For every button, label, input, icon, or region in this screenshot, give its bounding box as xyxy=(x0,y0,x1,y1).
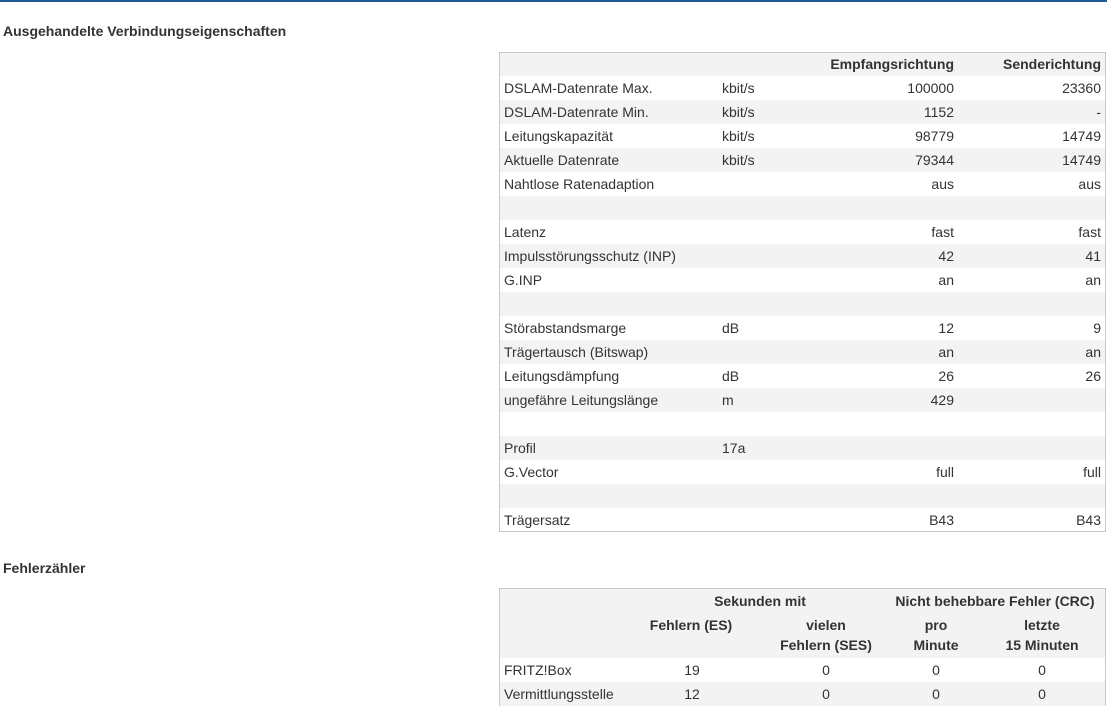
row-upstream-value: B43 xyxy=(1076,512,1101,528)
connection-properties-table xyxy=(499,52,1106,532)
table-row xyxy=(500,316,1105,340)
row-downstream-value: 98779 xyxy=(915,128,954,144)
row-ses-value: 0 xyxy=(822,686,830,702)
row-downstream-value: 12 xyxy=(938,320,954,336)
header-last15-line1: letzte xyxy=(1024,617,1060,633)
table-row xyxy=(500,76,1105,100)
row-downstream-value: B43 xyxy=(929,512,954,528)
table-row xyxy=(500,658,1105,682)
row-downstream-value: 1152 xyxy=(923,104,954,120)
row-upstream-value: aus xyxy=(1078,176,1101,192)
row-label: Trägertausch (Bitswap) xyxy=(504,344,649,360)
row-unit: kbit/s xyxy=(722,128,755,144)
row-upstream-value: 9 xyxy=(1093,320,1101,336)
row-label: Vermittlungsstelle xyxy=(504,686,614,702)
row-upstream-value: 41 xyxy=(1085,248,1101,264)
row-downstream-value: full xyxy=(936,464,954,480)
table-spacer-row xyxy=(500,484,1105,508)
row-label: Profil xyxy=(504,440,536,456)
row-upstream-value: 14749 xyxy=(1062,128,1101,144)
row-label: Aktuelle Datenrate xyxy=(504,152,620,168)
row-unit: 17a xyxy=(722,440,746,456)
header-es: Fehlern (ES) xyxy=(649,617,733,633)
table-row xyxy=(500,268,1105,292)
row-label: DSLAM-Datenrate Min. xyxy=(504,104,649,120)
section-title-errors: Fehlerzähler xyxy=(3,560,86,576)
row-ses-value: 0 xyxy=(822,662,830,678)
row-crc-15min-value: 0 xyxy=(1038,686,1046,702)
row-downstream-value: 26 xyxy=(938,368,954,384)
table-spacer-row xyxy=(500,292,1105,316)
section-title-properties: Ausgehandelte Verbindungseigenschaften xyxy=(3,23,287,39)
top-accent-line xyxy=(0,0,1107,2)
error-table-header xyxy=(500,589,1105,658)
table-row xyxy=(500,388,1105,412)
table-row xyxy=(500,508,1105,532)
error-counter-table xyxy=(499,588,1106,706)
table-row xyxy=(500,220,1105,244)
header-per-minute-line1: pro xyxy=(924,617,948,633)
row-label: ungefähre Leitungslänge xyxy=(504,392,659,408)
table-row xyxy=(500,100,1105,124)
table-row xyxy=(500,436,1105,460)
row-crc-minute-value: 0 xyxy=(932,662,940,678)
row-downstream-value: aus xyxy=(931,176,954,192)
header-seconds-group: Sekunden mit xyxy=(714,593,806,609)
row-es-value: 12 xyxy=(684,686,700,702)
row-unit: kbit/s xyxy=(722,104,755,120)
table-row xyxy=(500,148,1105,172)
row-label: G.INP xyxy=(504,272,543,288)
header-per-minute-line2: Minute xyxy=(913,637,959,653)
row-upstream-value: 23360 xyxy=(1062,80,1101,96)
row-label: Impulsstörungsschutz (INP) xyxy=(504,248,676,264)
row-unit: kbit/s xyxy=(722,152,755,168)
row-upstream-value: - xyxy=(1096,104,1101,120)
row-upstream-value: an xyxy=(1085,344,1101,360)
row-label: Leitungskapazität xyxy=(504,128,613,144)
row-downstream-value: 429 xyxy=(930,392,954,408)
table-row xyxy=(500,124,1105,148)
table-row xyxy=(500,244,1105,268)
row-downstream-value: 79344 xyxy=(915,152,954,168)
row-upstream-value: 14749 xyxy=(1062,152,1101,168)
row-upstream-value: 26 xyxy=(1085,368,1101,384)
row-label: Nahtlose Ratenadaption xyxy=(504,176,655,192)
row-downstream-value: an xyxy=(938,344,954,360)
row-label: G.Vector xyxy=(504,464,559,480)
row-crc-15min-value: 0 xyxy=(1038,662,1046,678)
row-downstream-value: 100000 xyxy=(907,80,954,96)
row-unit: m xyxy=(722,392,734,408)
table-spacer-row xyxy=(500,196,1105,220)
row-label: Leitungsdämpfung xyxy=(504,368,620,384)
table-spacer-row xyxy=(500,412,1105,436)
header-ses-line1: vielen xyxy=(806,617,846,633)
row-unit: kbit/s xyxy=(722,80,755,96)
row-upstream-value: full xyxy=(1083,464,1101,480)
header-last15-line2: 15 Minuten xyxy=(1005,637,1079,653)
row-label: Latenz xyxy=(504,224,547,240)
row-unit: dB xyxy=(722,368,740,384)
row-crc-minute-value: 0 xyxy=(932,686,940,702)
header-crc-group: Nicht behebbare Fehler (CRC) xyxy=(895,593,1095,609)
row-downstream-value: 42 xyxy=(938,248,954,264)
row-downstream-value: an xyxy=(938,272,954,288)
row-label: Störabstandsmarge xyxy=(504,320,627,336)
row-unit: dB xyxy=(722,320,740,336)
header-downstream: Empfangsrichtung xyxy=(830,56,954,72)
header-upstream: Senderichtung xyxy=(1002,56,1101,72)
table-row xyxy=(500,682,1105,706)
row-label: Trägersatz xyxy=(504,512,571,528)
row-label: FRITZ!Box xyxy=(504,662,572,678)
table-row xyxy=(500,364,1105,388)
row-upstream-value: fast xyxy=(1078,224,1101,240)
table-row xyxy=(500,340,1105,364)
header-ses-line2: Fehlern (SES) xyxy=(780,637,872,653)
row-label: DSLAM-Datenrate Max. xyxy=(504,80,653,96)
table-row xyxy=(500,460,1105,484)
row-es-value: 19 xyxy=(684,662,700,678)
table-row xyxy=(500,172,1105,196)
row-downstream-value: fast xyxy=(931,224,954,240)
table-header-row xyxy=(500,53,1105,76)
row-upstream-value: an xyxy=(1085,272,1101,288)
